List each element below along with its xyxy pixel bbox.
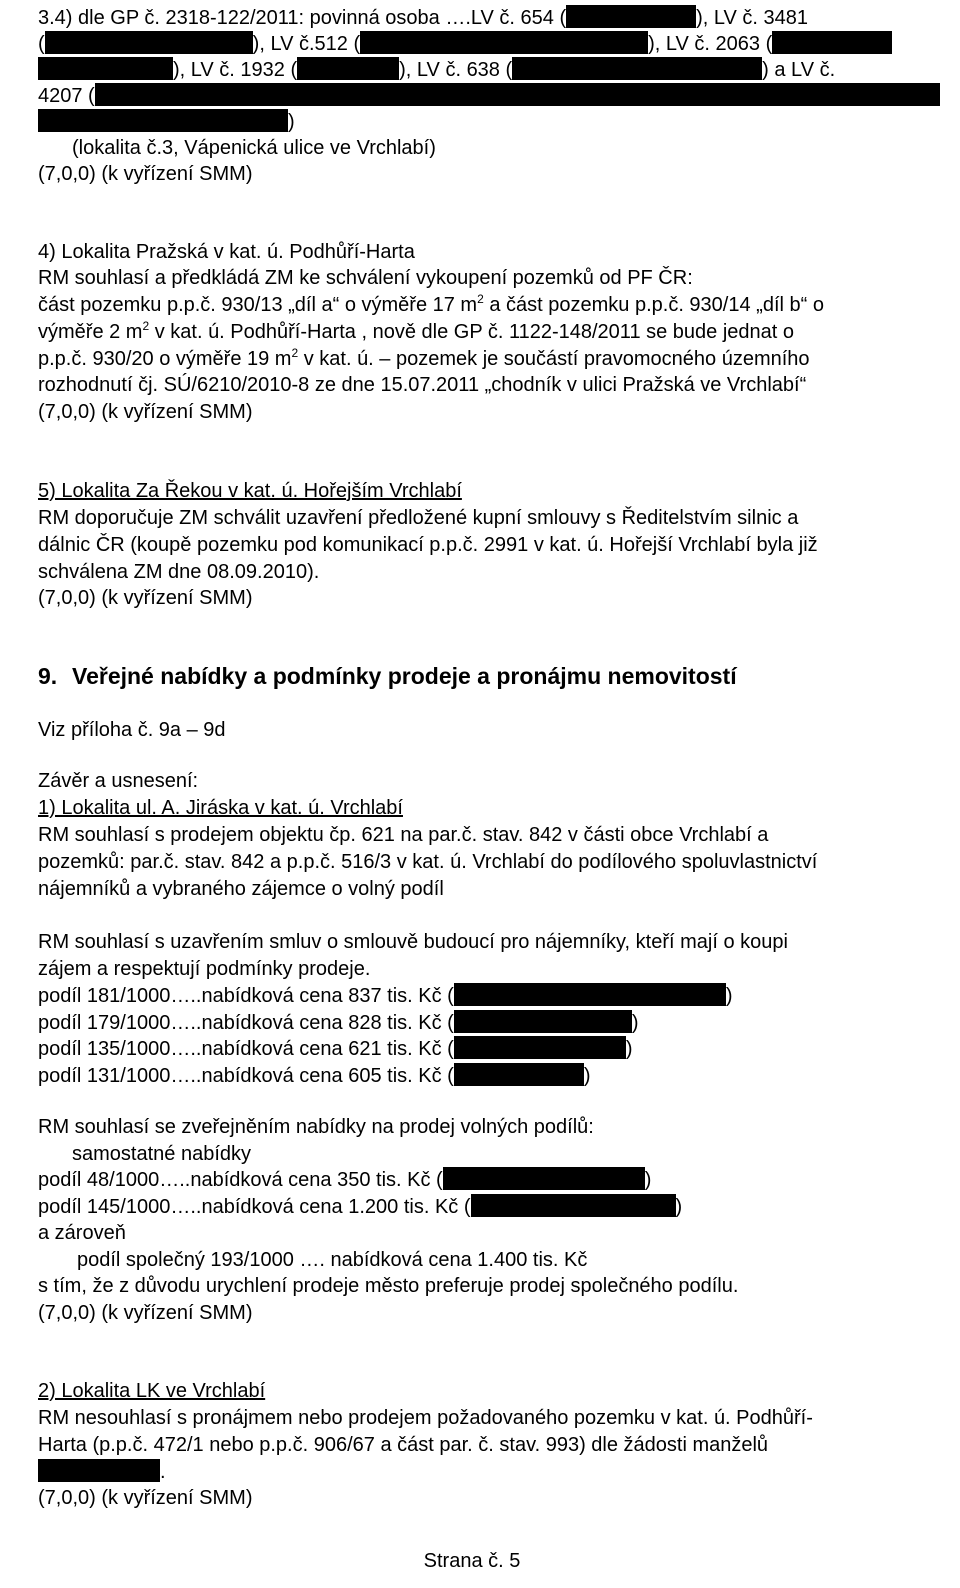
s4-line-6: (7,0,0) (k vyřízení SMM): [38, 401, 253, 423]
redaction: [45, 31, 253, 54]
text: ): [725, 985, 733, 1007]
redaction: [38, 1459, 160, 1482]
sub1-heading: 1) Lokalita ul. A. Jiráska v kat. ú. Vrchlabí: [38, 797, 403, 819]
s5-line-3: schválena ZM dne 08.09.2010).: [38, 561, 320, 583]
redaction: [454, 1063, 584, 1086]
redaction: [512, 57, 762, 80]
text: ), LV č. 2063 (: [648, 33, 773, 55]
redaction: [454, 1036, 626, 1059]
s5-line-1: RM doporučuje ZM schválit uzavření předložené kupní smlouvy s Ředitelstvím silnic a: [38, 507, 799, 529]
page-number: Strana č. 5: [423, 1550, 521, 1572]
sub2-line-4: (7,0,0) (k vyřízení SMM): [38, 1487, 253, 1509]
text: ), LV č.512 (: [252, 33, 361, 55]
text: p.p.č. 930/20 o výměře 19 m: [38, 348, 292, 370]
redaction: [360, 31, 648, 54]
s34-line-3: [38, 57, 835, 83]
sub1-line-8: a zároveň: [38, 1222, 126, 1244]
sub2-line-2: Harta (p.p.č. 472/1 nebo p.p.č. 906/67 a část par. č. stav. 993) dle žádosti manželů: [38, 1434, 769, 1456]
sub1-line-4: RM souhlasí s uzavřením smluv o smlouvě budoucí pro nájemníky, kteří mají o koupi: [38, 931, 788, 953]
sub1-line-9: podíl společný 193/1000 …. nabídková cena 1.400 tis. Kč: [77, 1249, 588, 1271]
text: ): [625, 1038, 633, 1060]
offer-row: [38, 1167, 651, 1193]
redaction: [454, 983, 726, 1006]
offer-row: [38, 1036, 633, 1062]
redaction: [772, 31, 892, 54]
s5-heading: 5) Lokalita Za Řekou v kat. ú. Hořejším Vrchlabí: [38, 480, 462, 502]
redaction: [471, 1194, 676, 1217]
text: podíl 131/1000…..nabídková cena 605 tis. Kč (: [38, 1065, 454, 1087]
text: podíl 135/1000…..nabídková cena 621 tis. Kč (: [38, 1038, 454, 1060]
s4-line-2: [38, 292, 824, 318]
s34-line-2: [38, 31, 892, 57]
sub1-line-10: s tím, že z důvodu urychlení prodeje město preferuje prodej společného podílu.: [38, 1275, 739, 1297]
text: podíl 181/1000…..nabídková cena 837 tis. Kč (: [38, 985, 454, 1007]
redaction: [95, 83, 940, 106]
redaction: [38, 57, 173, 80]
text: výměře 2 m: [38, 321, 143, 343]
conclusion-label: Závěr a usnesení:: [38, 770, 199, 792]
s34-line-7: (7,0,0) (k vyřízení SMM): [38, 163, 253, 185]
text: podíl 145/1000…..nabídková cena 1.200 tis. Kč (: [38, 1196, 471, 1218]
text: podíl 179/1000…..nabídková cena 828 tis. Kč (: [38, 1012, 454, 1034]
text: ) a LV č.: [762, 59, 836, 81]
superscript: 2: [142, 319, 150, 333]
sub1-line-3: nájemníků a vybraného zájemce o volný podíl: [38, 878, 444, 900]
s34-line-5: [38, 109, 295, 135]
text: část pozemku p.p.č. 930/13 „díl a“ o výměře 17 m: [38, 294, 478, 316]
s4-line-1: RM souhlasí a předkládá ZM ke schválení vykoupení pozemků od PF ČR:: [38, 267, 693, 289]
s4-heading: 4) Lokalita Pražská v kat. ú. Podhůří-Harta: [38, 241, 415, 263]
s5-line-2: dálnic ČR (koupě pozemku pod komunikací p.p.č. 2991 v kat. ú. Hořejší Vrchlabí byla již: [38, 534, 818, 556]
section-9-title: Veřejné nabídky a podmínky prodeje a pronájmu nemovitostí: [72, 663, 737, 689]
text: 3.4) dle GP č. 2318-122/2011: povinná osoba ….LV č. 654 (: [38, 7, 567, 29]
sub1-line-2: pozemků: par.č. stav. 842 a p.p.č. 516/3 v kat. ú. Vrchlabí do podílového spoluvlastnictví: [38, 851, 818, 873]
s34-line-6: (lokalita č.3, Vápenická ulice ve Vrchlabí): [72, 137, 436, 159]
offer-row: [38, 983, 733, 1009]
text: ), LV č. 1932 (: [173, 59, 298, 81]
text: a část pozemku p.p.č. 930/14 „díl b“ o: [483, 294, 824, 316]
text: ): [675, 1196, 683, 1218]
text: v kat. ú. Podhůří-Harta , nově dle GP č. 1122-148/2011 se bude jednat o: [149, 321, 795, 343]
text: ), LV č. 3481: [696, 7, 809, 29]
text: ): [644, 1169, 652, 1191]
section-9-number: 9.: [38, 663, 58, 689]
s4-line-3: [38, 319, 794, 345]
text: .: [160, 1461, 166, 1483]
s5-line-4: (7,0,0) (k vyřízení SMM): [38, 587, 253, 609]
s4-line-4: [38, 346, 810, 372]
sub2-line-3: [38, 1459, 166, 1485]
text: ): [583, 1065, 591, 1087]
text: v kat. ú. – pozemek je součástí pravomocného územního: [298, 348, 810, 370]
sub1-line-1: RM souhlasí s prodejem objektu čp. 621 na par.č. stav. 842 v části obce Vrchlabí a: [38, 824, 769, 846]
sub2-line-1: RM nesouhlasí s pronájmem nebo prodejem požadovaného pozemku v kat. ú. Podhůří-: [38, 1407, 813, 1429]
sub1-line-7: samostatné nabídky: [72, 1143, 251, 1165]
s4-line-5: rozhodnutí čj. SÚ/6210/2010-8 ze dne 15.07.2011 „chodník v ulici Pražská ve Vrchlabí“: [38, 374, 807, 396]
sub2-heading: 2) Lokalita LK ve Vrchlabí: [38, 1380, 266, 1402]
offer-row: [38, 1194, 682, 1220]
text: podíl 48/1000…..nabídková cena 350 tis. Kč (: [38, 1169, 443, 1191]
superscript: 2: [291, 346, 299, 360]
text: ): [288, 111, 295, 133]
redaction: [38, 109, 288, 132]
redaction: [443, 1167, 645, 1190]
text: ): [631, 1012, 639, 1034]
redaction: [297, 57, 399, 80]
attachment-ref: Viz příloha č. 9a – 9d: [38, 719, 226, 741]
text: 4207 (: [38, 85, 95, 107]
sub1-line-5: zájem a respektují podmínky prodeje.: [38, 958, 371, 980]
sub1-line-11: (7,0,0) (k vyřízení SMM): [38, 1302, 253, 1324]
s34-line-1: [38, 5, 808, 31]
redaction: [454, 1010, 632, 1033]
offer-row: [38, 1010, 639, 1036]
s34-line-4: [38, 83, 940, 109]
text: ), LV č. 638 (: [399, 59, 513, 81]
superscript: 2: [477, 292, 484, 306]
offer-row: [38, 1063, 591, 1089]
sub1-line-6: RM souhlasí se zveřejněním nabídky na prodej volných podílů:: [38, 1116, 594, 1138]
text: (: [38, 33, 45, 55]
redaction: [566, 5, 696, 28]
